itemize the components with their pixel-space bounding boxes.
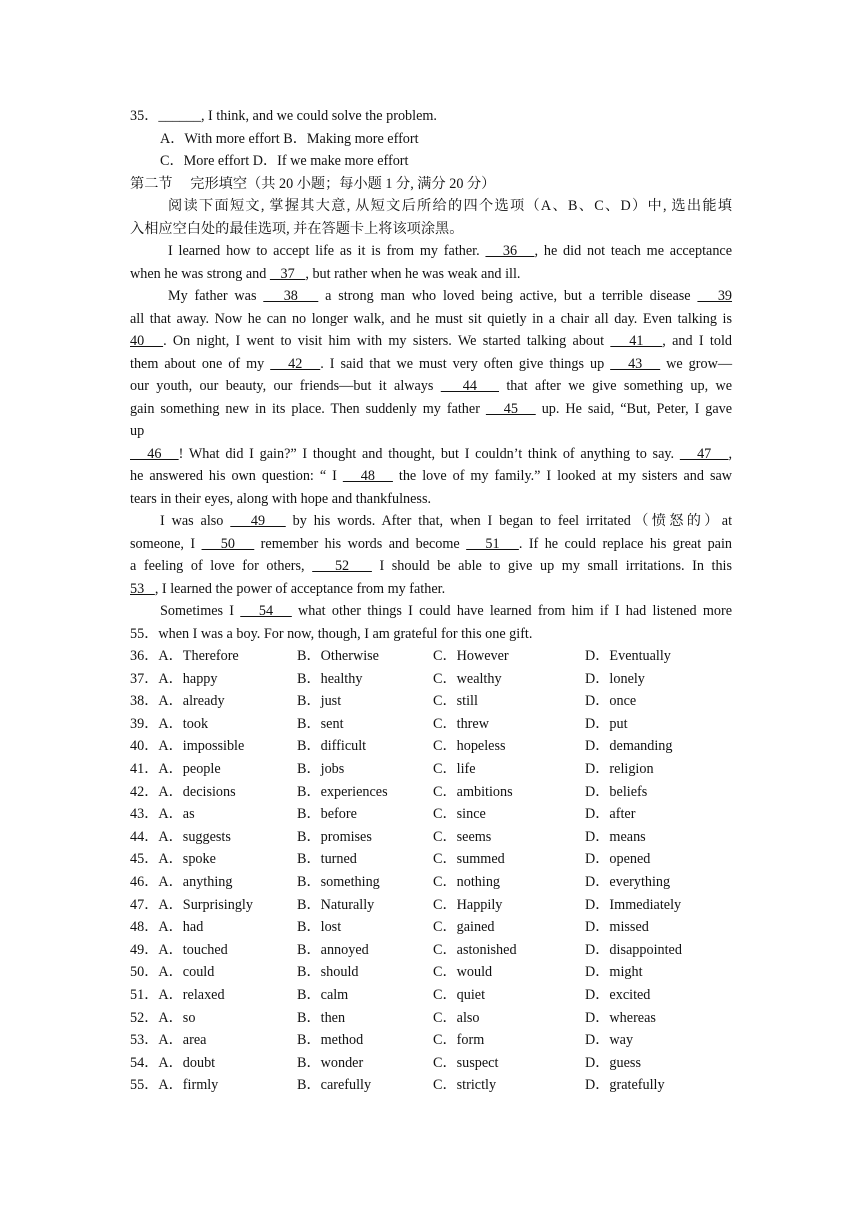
passage-line (130, 263, 732, 286)
passage-line (130, 510, 732, 533)
passage-text: we grow— (660, 355, 733, 372)
option-d: D．beliefs (585, 783, 648, 800)
option-b: B．something (297, 873, 380, 890)
option-d: D．demanding (585, 738, 673, 755)
passage-text: , (728, 445, 733, 462)
option-b: B．calm (297, 986, 349, 1003)
option-d: D．whereas (585, 1009, 656, 1026)
section-instructions-2: 入相应空白处的最佳选项, 并在答题卡上将该项涂黑。 (130, 220, 464, 237)
option-d: D．might (585, 964, 643, 981)
passage-text: I should be able to give up my small irritations. In this (371, 558, 733, 574)
option-row (130, 645, 732, 668)
option-c: C．hopeless (433, 738, 506, 755)
option-row (130, 916, 732, 939)
option-c: C．nothing (433, 873, 501, 890)
q35-options-cd: C．More effort D．If we make more effort (160, 153, 409, 169)
option-b: B．lost (297, 919, 342, 936)
blank-54: 54 (240, 603, 292, 619)
option-b: B．Naturally (297, 896, 375, 913)
option-a: 50．A．could (130, 964, 215, 981)
passage-line (130, 600, 732, 623)
blank-47: 47 (679, 445, 729, 462)
option-c: C．since (433, 806, 486, 823)
option-row (130, 1074, 732, 1097)
passage-text: . On night, I went to visit him with my sisters. We started talking about (163, 333, 605, 349)
passage-line (130, 578, 732, 601)
blank-36: 36 (485, 243, 535, 259)
passage-line (130, 353, 732, 376)
option-b: B．just (297, 693, 342, 710)
option-a: 55．A．firmly (130, 1077, 219, 1094)
blank-52: 52 (312, 558, 372, 574)
option-a: 48．A．had (130, 919, 204, 936)
option-c: C．seems (433, 828, 492, 845)
blank-40: 40 (130, 333, 164, 349)
option-b: B．jobs (297, 760, 345, 777)
option-b: B．turned (297, 851, 357, 868)
option-b: B．should (297, 964, 359, 981)
option-b: B．wonder (297, 1054, 364, 1071)
passage-text: he answered his own question: “ I (130, 468, 337, 484)
option-c: C．Happily (433, 896, 503, 913)
option-d: D．once (585, 693, 637, 710)
passage-text: , I learned the power of acceptance from my father. (154, 580, 446, 597)
option-d: D．opened (585, 851, 651, 868)
blank-50: 50 (201, 535, 255, 552)
option-a: 37．A．happy (130, 670, 218, 687)
option-row (130, 894, 732, 917)
passage-text: a strong man who loved being active, but a terrible disease (318, 288, 691, 304)
option-d: D．lonely (585, 670, 645, 687)
option-c: C．strictly (433, 1077, 497, 1094)
option-a: 53．A．area (130, 1032, 207, 1049)
option-b: B．experiences (297, 783, 388, 800)
blank-48: 48 (342, 468, 393, 484)
passage-text: up. He said, “But, Peter, I gave (535, 400, 733, 417)
option-d: D．way (585, 1032, 634, 1049)
blank-46: 46 (130, 445, 179, 462)
option-a: 47．A．Surprisingly (130, 896, 253, 913)
passage-text: that after we give something up, we (499, 378, 732, 394)
option-row (130, 848, 732, 871)
passage-text: gain something new in its place. Then suddenly my father (130, 400, 480, 417)
option-d: D．religion (585, 760, 654, 777)
section-instructions-1: 阅读下面短文, 掌握其大意, 从短文后所给的四个选项（A、B、C、D）中, 选出能填 (168, 198, 732, 214)
option-a: 42．A．decisions (130, 783, 236, 800)
option-row (130, 713, 732, 736)
passage-line: tears in their eyes, along with hope and thankfulness. (130, 490, 432, 507)
q35-options-ab: A．With more effort B．Making more effort (160, 130, 419, 147)
option-row (130, 781, 732, 804)
passage-text: them about one of my (130, 355, 265, 372)
option-a: 38．A．already (130, 693, 225, 710)
option-a: 40．A．impossible (130, 738, 245, 755)
blank-38: 38 (263, 288, 319, 304)
passage-text: a feeling of love for others, (130, 558, 305, 574)
option-b: B．Otherwise (297, 648, 379, 664)
option-row (130, 1007, 732, 1030)
option-c: C．ambitions (433, 783, 513, 800)
option-c: C．life (433, 760, 476, 777)
q35-stem: 35．______, I think, and we could solve the problem. (130, 108, 437, 124)
option-row (130, 961, 732, 984)
option-b: B．then (297, 1009, 346, 1026)
passage-line (130, 443, 732, 466)
passage-text: My father was (168, 288, 257, 304)
blank-53: 53 (130, 580, 155, 597)
passage-text: , but rather when he was weak and ill. (305, 265, 521, 282)
passage-line (130, 240, 732, 263)
blank-43: 43 (610, 355, 661, 372)
passage-text: . I said that we must very often give things up (320, 355, 605, 372)
option-row (130, 871, 732, 894)
blank-45: 45 (485, 400, 536, 417)
passage-line (130, 465, 732, 488)
passage-line (130, 285, 732, 308)
option-row (130, 1029, 732, 1052)
passage-text: remember his words and become (254, 535, 460, 552)
option-b: B．carefully (297, 1077, 372, 1094)
option-a: 49．A．touched (130, 941, 228, 958)
option-c: C．would (433, 964, 493, 981)
option-a: 36．A．Therefore (130, 648, 239, 664)
options-list (130, 645, 732, 1097)
option-a: 44．A．suggests (130, 828, 231, 845)
option-row (130, 758, 732, 781)
blank-44: 44 (440, 378, 499, 394)
option-d: D．Eventually (585, 648, 671, 664)
passage-line (130, 555, 732, 578)
passage-text: . If he could replace his great pain (518, 535, 732, 552)
option-c: C．also (433, 1009, 480, 1026)
option-c: C．gained (433, 919, 495, 936)
option-row (130, 803, 732, 826)
option-d: D．means (585, 828, 646, 845)
option-a: 54．A．doubt (130, 1054, 216, 1071)
blank-37: 37 (269, 265, 306, 282)
option-a: 51．A．relaxed (130, 986, 225, 1003)
passage-line: all that away. Now he can no longer walk, and he must sit quietly in a chair all day. Even talking is (130, 310, 732, 327)
option-b: B．annoyed (297, 941, 369, 958)
passage-line: 55．when I was a boy. For now, though, I am grateful for this one gift. (130, 625, 533, 642)
passage-text: ! What did I gain?” I thought and thought, but I couldn’t think of anything to say. (178, 445, 675, 462)
passage-line (130, 398, 732, 421)
option-b: B．sent (297, 715, 344, 732)
option-c: C．suspect (433, 1054, 499, 1071)
option-a: 52．A．so (130, 1009, 196, 1026)
blank-51: 51 (466, 535, 519, 552)
passage-text: by his words. After that, when I began to feel irritated（愤怒的）at (285, 513, 733, 529)
option-d: D．put (585, 715, 628, 732)
option-c: C．astonished (433, 941, 517, 958)
passage-text: what other things I could have learned from him if I had listened more (291, 603, 733, 619)
passage-text: someone, I (130, 535, 196, 552)
passage-text: when he was strong and (130, 265, 267, 282)
option-d: D．Immediately (585, 896, 682, 913)
blank-41: 41 (610, 333, 663, 349)
passage-line (130, 375, 732, 398)
option-c: C．wealthy (433, 670, 502, 687)
option-b: B．healthy (297, 670, 363, 687)
passage-text: I was also (160, 513, 224, 529)
option-c: C．summed (433, 851, 505, 868)
option-row (130, 939, 732, 962)
passage-text: Sometimes I (160, 603, 235, 619)
option-row (130, 735, 732, 758)
section-title: 第二节 完形填空（共 20 小题；每小题 1 分, 满分 20 分） (130, 175, 496, 192)
option-row (130, 1052, 732, 1075)
exam-page (130, 105, 732, 1097)
passage-line (130, 330, 732, 353)
option-a: 45．A．spoke (130, 851, 216, 868)
option-b: B．method (297, 1032, 364, 1049)
option-d: D．missed (585, 919, 649, 936)
option-d: D．excited (585, 986, 651, 1003)
option-b: B．difficult (297, 738, 367, 755)
option-d: D．gratefully (585, 1077, 665, 1094)
option-a: 46．A．anything (130, 873, 233, 890)
option-a: 41．A．people (130, 760, 221, 777)
option-d: D．guess (585, 1054, 641, 1071)
option-c: C．However (433, 648, 509, 664)
passage-text: , he did not teach me acceptance (534, 243, 733, 259)
blank-49: 49 (230, 513, 286, 529)
option-c: C．threw (433, 715, 489, 732)
passage-text: our youth, our beauty, our friends—but it always (130, 378, 434, 394)
option-row (130, 826, 732, 849)
blank-39: 39 (697, 288, 733, 304)
option-b: B．before (297, 806, 357, 823)
passage-text: , and I told (662, 333, 733, 349)
option-d: D．disappointed (585, 941, 682, 958)
option-c: C．still (433, 693, 478, 710)
option-a: 43．A．as (130, 806, 195, 823)
blank-42: 42 (270, 355, 321, 372)
option-row (130, 690, 732, 713)
option-b: B．promises (297, 828, 372, 845)
option-row (130, 984, 732, 1007)
passage-line (130, 533, 732, 556)
option-a: 39．A．took (130, 715, 209, 732)
option-row (130, 668, 732, 691)
option-c: C．form (433, 1032, 485, 1049)
option-d: D．after (585, 806, 636, 823)
passage-text: the love of my family.” I looked at my sisters and saw (392, 468, 733, 484)
option-d: D．everything (585, 873, 671, 890)
passage-text: I learned how to accept life as it is from my father. (168, 243, 480, 259)
passage-line: up (130, 423, 145, 439)
option-c: C．quiet (433, 986, 486, 1003)
